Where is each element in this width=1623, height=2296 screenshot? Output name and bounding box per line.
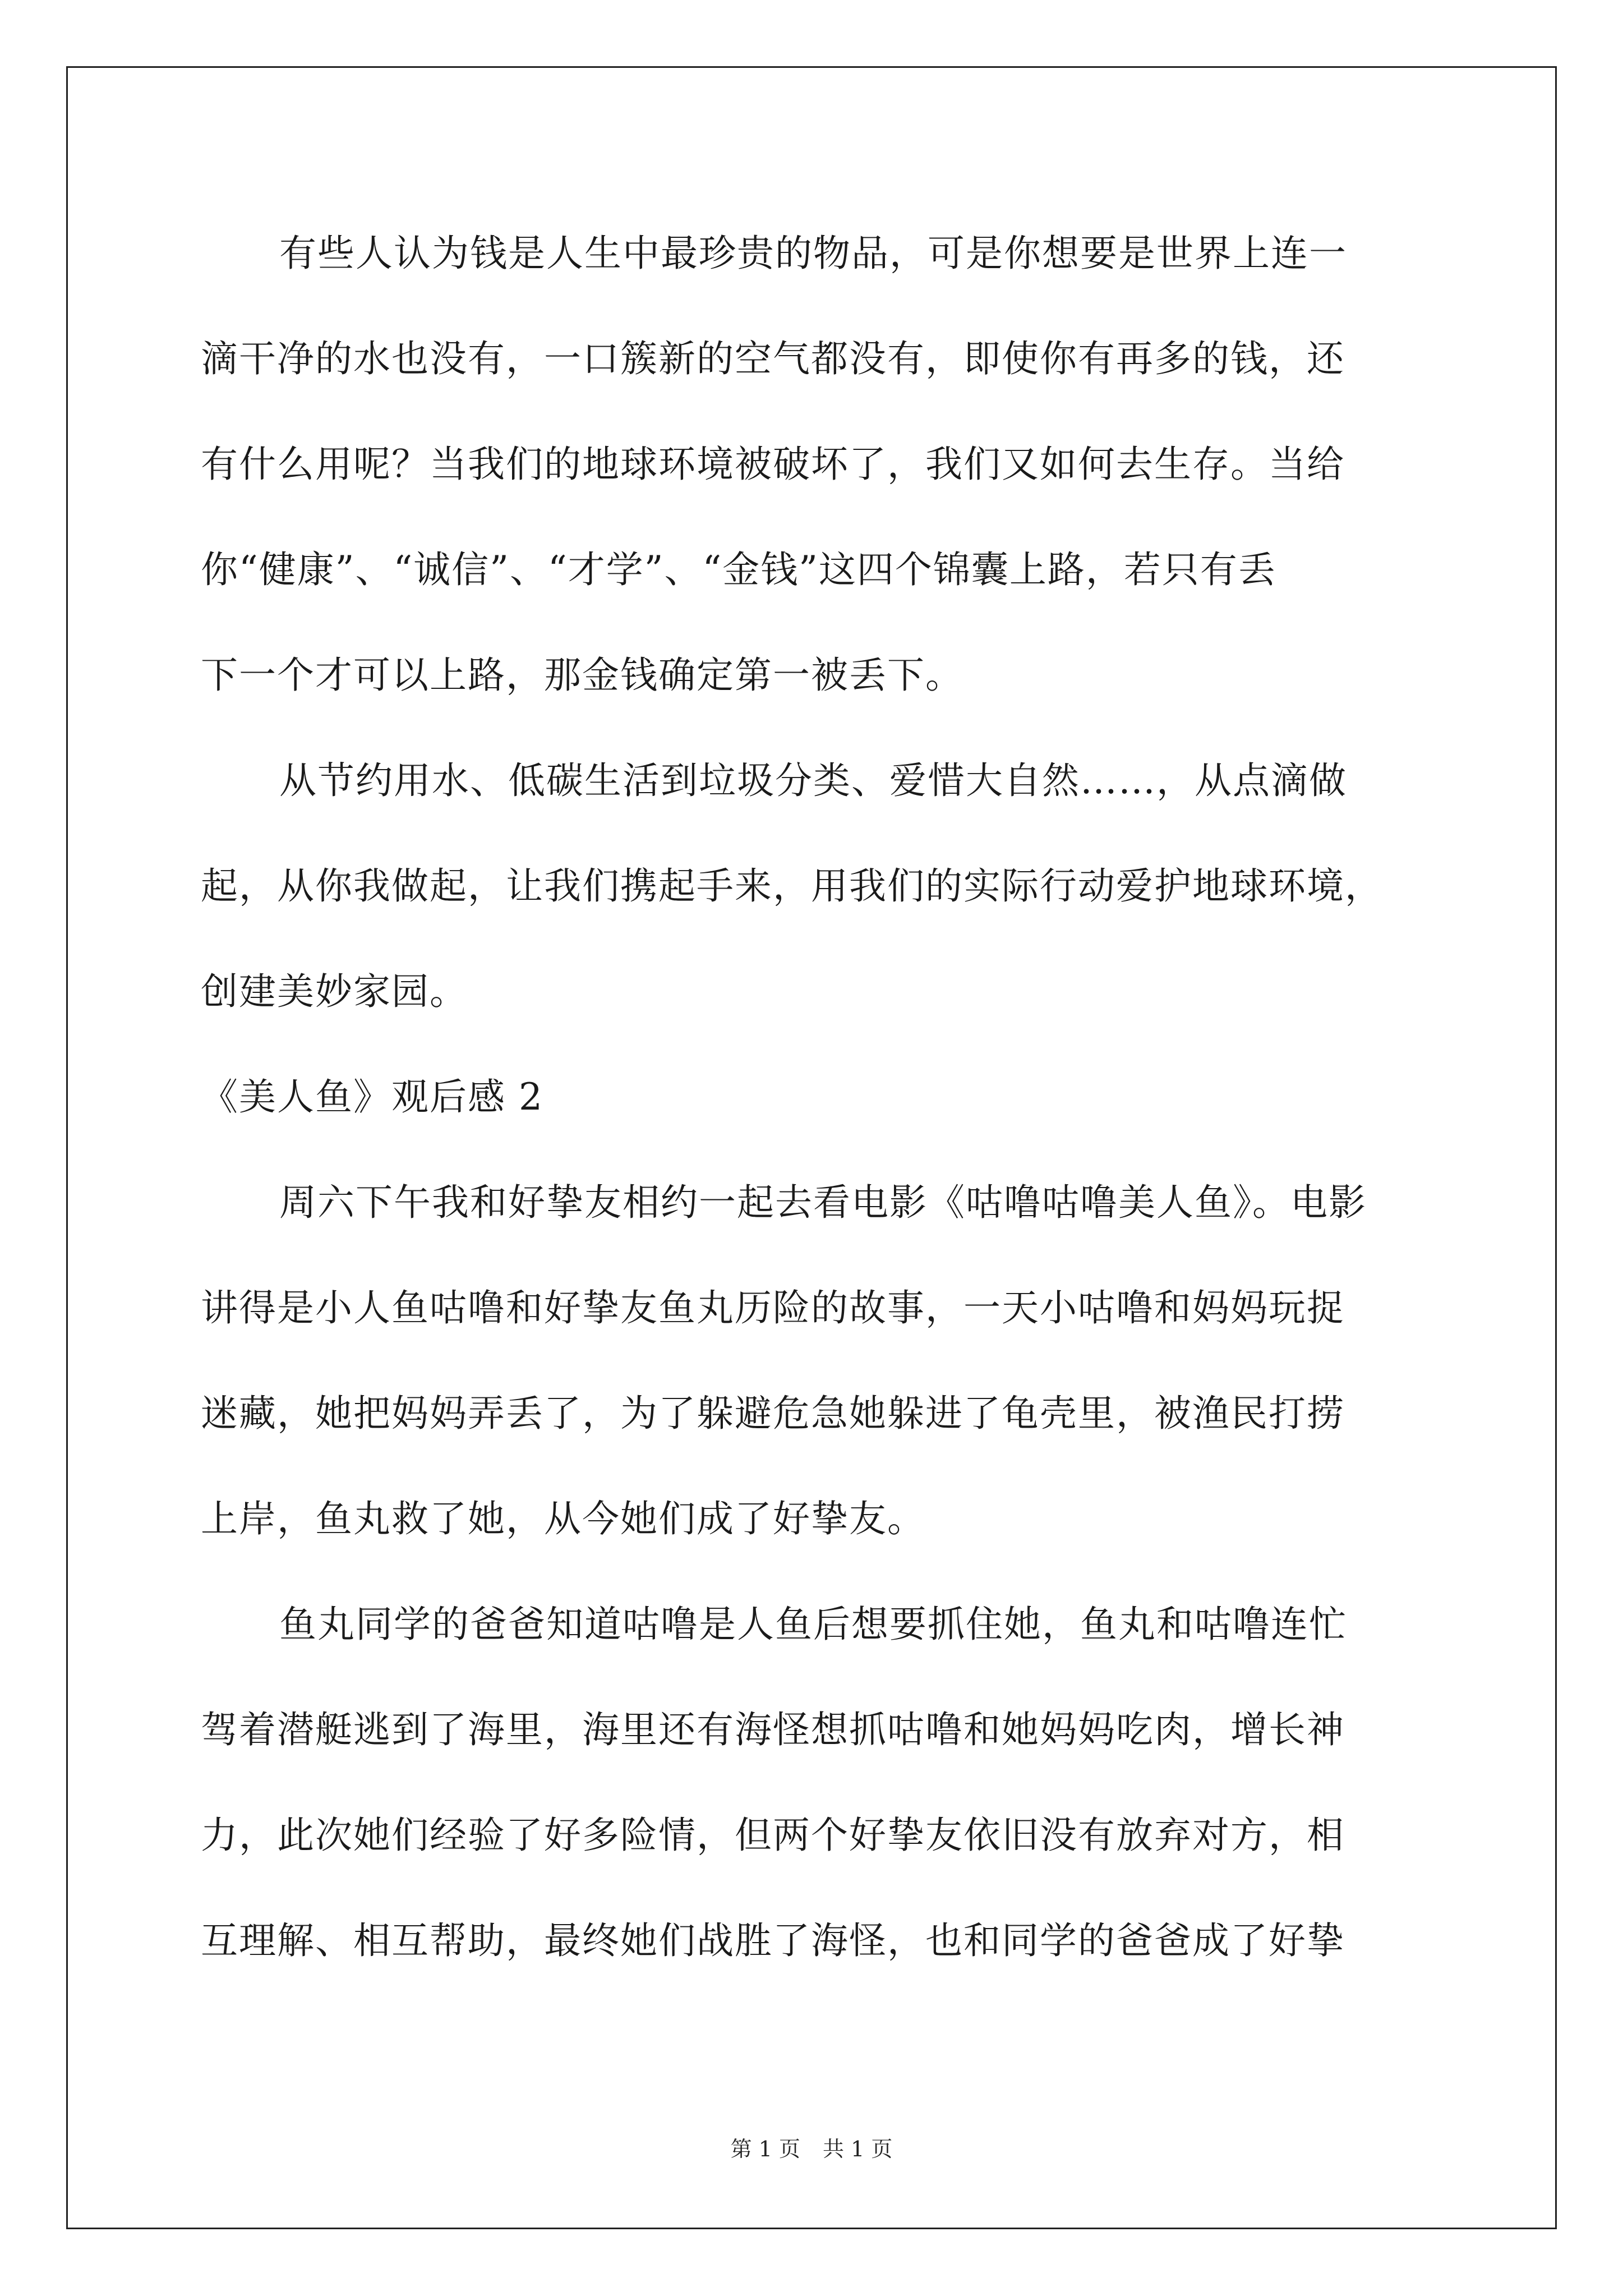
document-body <box>201 220 1440 2013</box>
text-line: 创建美妙家园。 <box>201 970 468 1013</box>
text-line: 驾着潜艇逃到了海里，海里还有海怪想抓咕噜和她妈妈吃肉，增长神 <box>201 1708 1345 1751</box>
text-line: 有什么用呢？当我们的地球环境被破坏了，我们又如何去生存。当给 <box>201 443 1345 486</box>
text-line: 周六下午我和好挚友相约一起去看电影《咕噜咕噜美人鱼》。电影 <box>279 1181 1367 1224</box>
text-line: 互理解、相互帮助，最终她们战胜了海怪，也和同学的爸爸成了好挚 <box>201 1919 1345 1962</box>
text-line: 下一个才可以上路，那金钱确定第一被丢下。 <box>201 654 963 697</box>
page-number: 第 1 页 <box>730 2137 800 2161</box>
page-footer <box>0 2132 1623 2162</box>
text-line: 讲得是小人鱼咕噜和好挚友鱼丸历险的故事，一天小咕噜和妈妈玩捉 <box>201 1286 1345 1329</box>
text-line: 有些人认为钱是人生中最珍贵的物品，可是你想要是世界上连一 <box>279 232 1347 275</box>
text-line: 起，从你我做起，让我们携起手来，用我们的实际行动爱护地球环境， <box>201 864 1383 908</box>
text-line: 滴干净的水也没有，一口簇新的空气都没有，即使你有再多的钱，还 <box>201 337 1345 380</box>
page-total: 共 1 页 <box>823 2137 893 2161</box>
text-line: 力，此次她们经验了好多险情，但两个好挚友依旧没有放弃对方，相 <box>201 1814 1345 1857</box>
section-heading: 《美人鱼》观后感 2 <box>201 1075 543 1119</box>
text-line: 迷藏，她把妈妈弄丢了，为了躲避危急她躲进了龟壳里，被渔民打捞 <box>201 1392 1345 1435</box>
text-line: 上岸，鱼丸救了她，从今她们成了好挚友。 <box>201 1497 925 1540</box>
text-line: 你“健康”、“诚信”、“才学”、“金钱”这四个锦囊上路，若只有丢 <box>201 548 1276 591</box>
text-line: 鱼丸同学的爸爸知道咕噜是人鱼后想要抓住她，鱼丸和咕噜连忙 <box>279 1603 1347 1646</box>
text-line: 从节约用水、低碳生活到垃圾分类、爱惜大自然……，从点滴做 <box>279 759 1347 802</box>
